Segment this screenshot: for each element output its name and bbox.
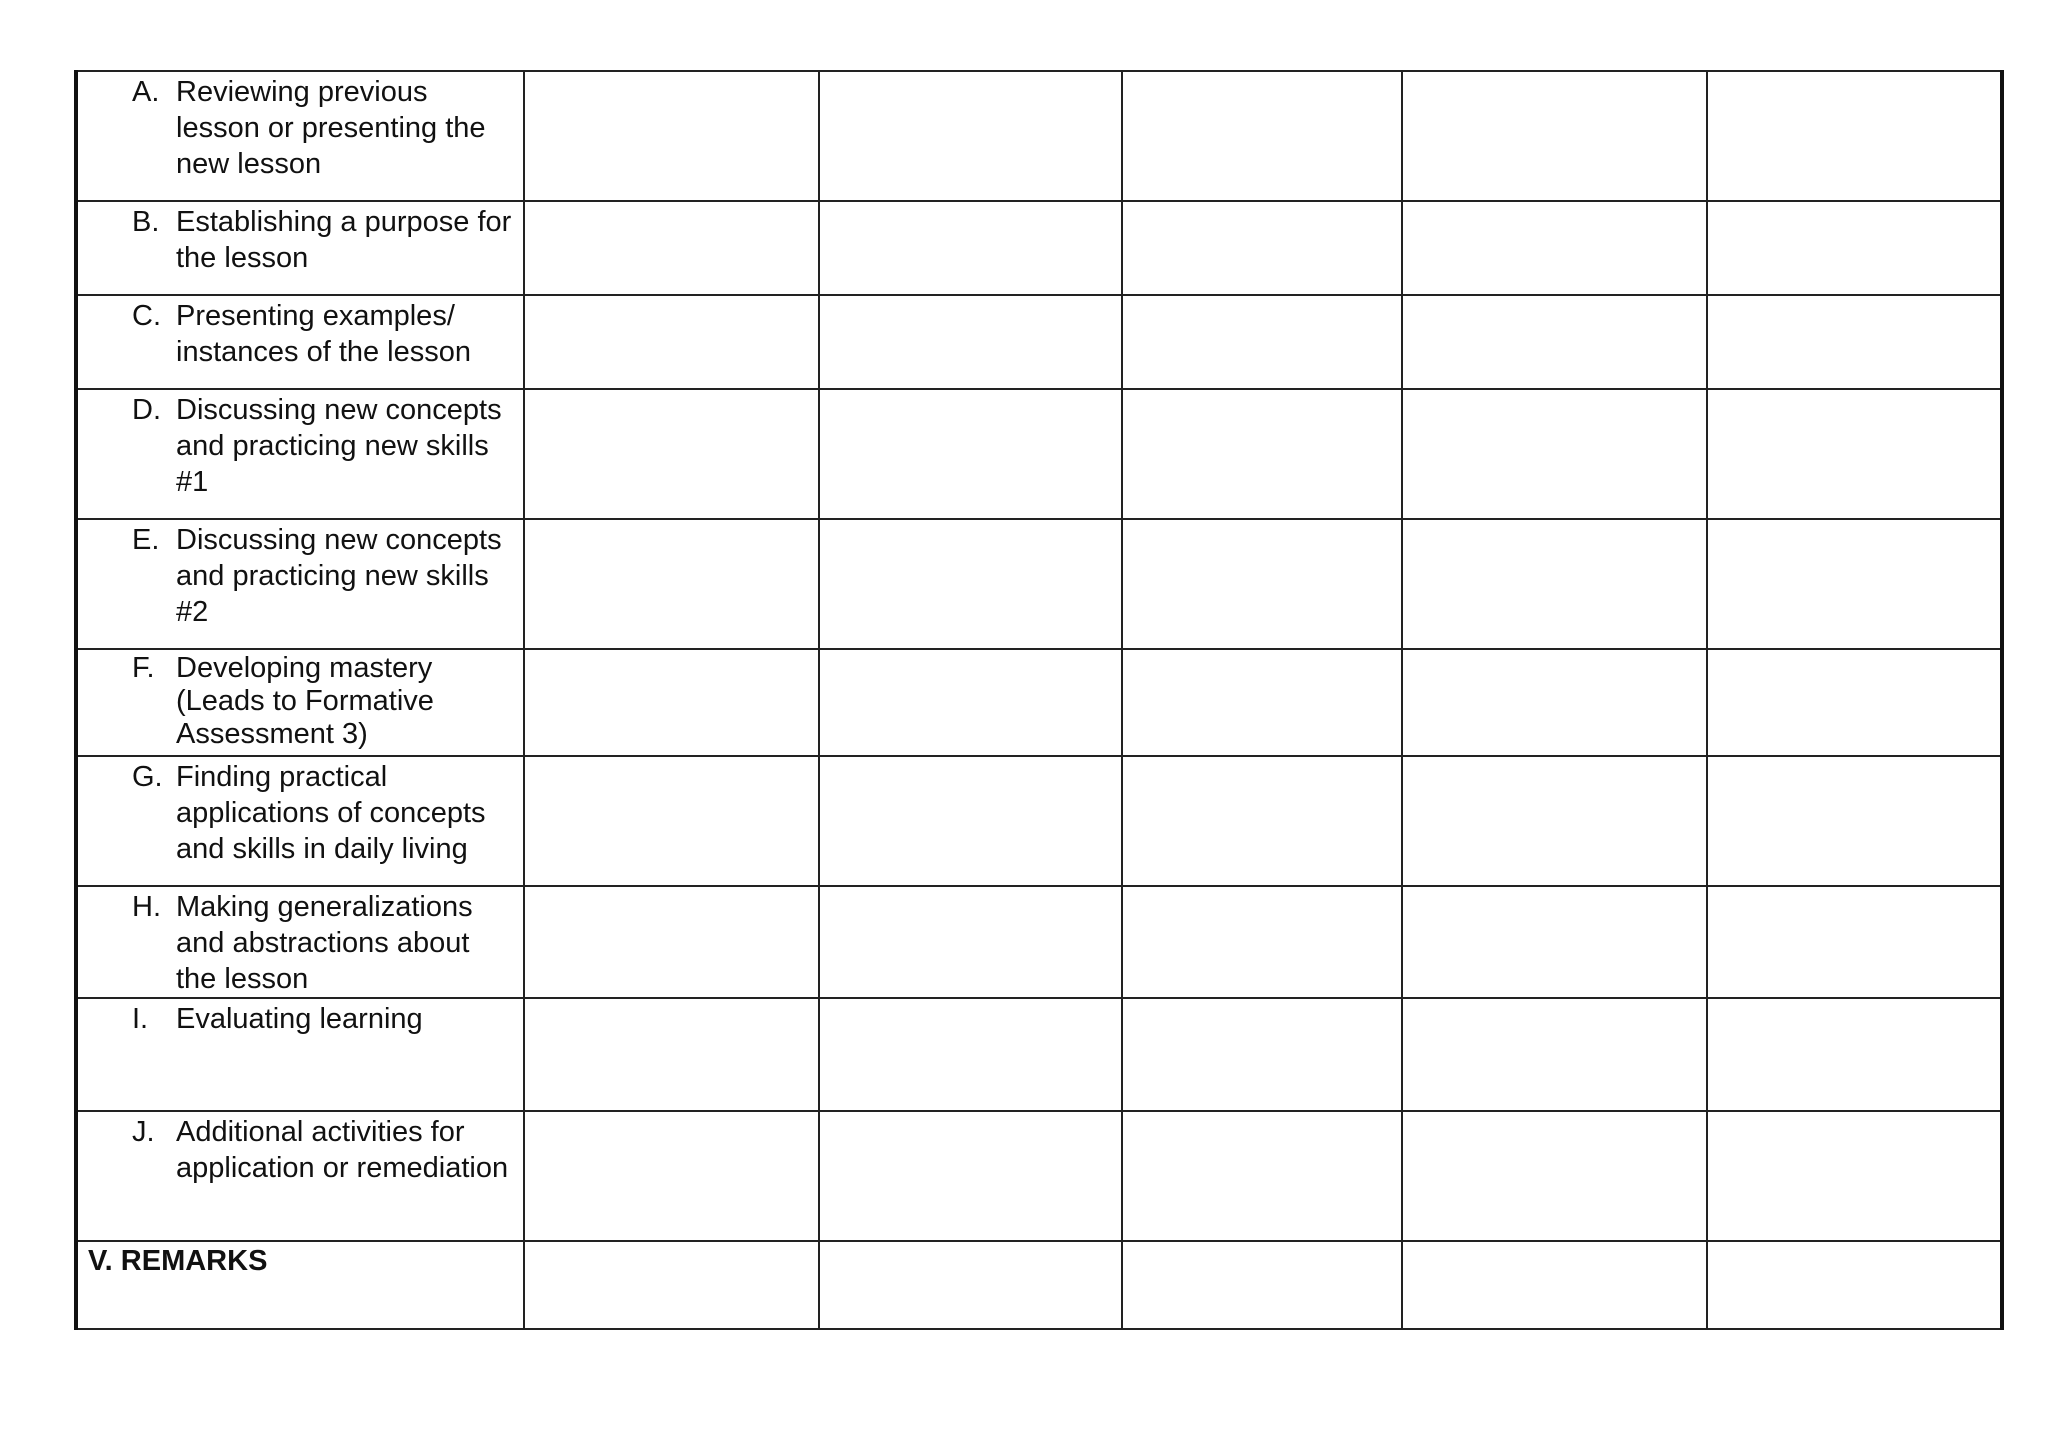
day-cell[interactable] xyxy=(1122,998,1402,1111)
day-cell[interactable] xyxy=(1402,389,1707,519)
procedure-letter: H. xyxy=(132,891,161,923)
day-cell[interactable] xyxy=(1402,519,1707,649)
day-cell[interactable] xyxy=(1707,886,2002,998)
remarks-heading: V. REMARKS xyxy=(88,1245,268,1277)
procedure-letter: I. xyxy=(132,1003,149,1035)
day-cell[interactable] xyxy=(1122,295,1402,389)
day-cell[interactable] xyxy=(1122,1111,1402,1241)
procedure-cell xyxy=(76,1111,524,1241)
procedure-cell xyxy=(76,389,524,519)
day-cell[interactable] xyxy=(1122,389,1402,519)
day-cell[interactable] xyxy=(819,886,1122,998)
day-cell[interactable] xyxy=(819,998,1122,1111)
day-cell[interactable] xyxy=(1707,1111,2002,1241)
day-cell[interactable] xyxy=(1707,756,2002,886)
procedure-letter: C. xyxy=(132,300,161,332)
day-cell[interactable] xyxy=(819,389,1122,519)
procedure-cell xyxy=(76,295,524,389)
procedure-text: Developing mastery (Leads to Formative Assessment 3) xyxy=(176,652,434,750)
day-cell[interactable] xyxy=(524,1111,819,1241)
day-cell[interactable] xyxy=(1122,886,1402,998)
procedure-letter: F. xyxy=(132,652,155,684)
day-cell[interactable] xyxy=(1402,201,1707,295)
procedure-cell xyxy=(76,649,524,756)
procedure-cell xyxy=(76,998,524,1111)
procedure-text: Reviewing previous lesson or presenting the new lesson xyxy=(176,76,486,180)
day-cell[interactable] xyxy=(1122,201,1402,295)
day-cell[interactable] xyxy=(524,201,819,295)
day-cell[interactable] xyxy=(524,886,819,998)
day-cell[interactable] xyxy=(1122,756,1402,886)
procedure-letter: A. xyxy=(132,76,160,108)
procedure-item xyxy=(78,296,523,370)
day-cell[interactable] xyxy=(819,71,1122,201)
day-cell[interactable] xyxy=(1402,1111,1707,1241)
procedure-item xyxy=(78,887,523,997)
day-cell[interactable] xyxy=(524,756,819,886)
day-cell[interactable] xyxy=(1707,649,2002,756)
procedure-item xyxy=(78,1112,523,1186)
day-cell[interactable] xyxy=(1402,998,1707,1111)
table-row xyxy=(76,649,2002,756)
day-cell[interactable] xyxy=(1122,519,1402,649)
day-cell[interactable] xyxy=(1122,649,1402,756)
day-cell[interactable] xyxy=(1707,201,2002,295)
procedure-text: Making generalizations and abstractions about the lesson xyxy=(176,891,473,995)
remarks-cell[interactable] xyxy=(524,1241,819,1329)
remarks-cell[interactable] xyxy=(1402,1241,1707,1329)
procedure-text: Additional activities for application or remediation xyxy=(176,1116,509,1184)
procedure-text: Discussing new concepts and practicing new skills #2 xyxy=(176,524,502,628)
table-row xyxy=(76,71,2002,201)
remarks-label-cell xyxy=(76,1241,524,1329)
procedure-cell xyxy=(76,71,524,201)
procedure-cell xyxy=(76,519,524,649)
day-cell[interactable] xyxy=(819,649,1122,756)
day-cell[interactable] xyxy=(524,295,819,389)
day-cell[interactable] xyxy=(1707,519,2002,649)
table-row xyxy=(76,519,2002,649)
procedure-letter: B. xyxy=(132,206,160,238)
procedure-item xyxy=(78,650,523,751)
procedure-letter: E. xyxy=(132,524,160,556)
procedure-cell xyxy=(76,756,524,886)
table-row xyxy=(76,756,2002,886)
day-cell[interactable] xyxy=(819,519,1122,649)
day-cell[interactable] xyxy=(1402,756,1707,886)
procedure-text: Finding practical applications of concepts and skills in daily living xyxy=(176,761,486,865)
day-cell[interactable] xyxy=(1122,71,1402,201)
procedure-letter: G. xyxy=(132,761,163,793)
table-row xyxy=(76,1111,2002,1241)
procedure-letter: D. xyxy=(132,394,161,426)
day-cell[interactable] xyxy=(1707,998,2002,1111)
remarks-cell[interactable] xyxy=(1122,1241,1402,1329)
table-row xyxy=(76,201,2002,295)
day-cell[interactable] xyxy=(819,295,1122,389)
day-cell[interactable] xyxy=(819,1111,1122,1241)
procedure-item xyxy=(78,72,523,182)
procedure-text: Establishing a purpose for the lesson xyxy=(176,206,512,274)
remarks-cell[interactable] xyxy=(819,1241,1122,1329)
table-row xyxy=(76,998,2002,1111)
procedure-item xyxy=(78,520,523,630)
procedure-item xyxy=(78,757,523,867)
day-cell[interactable] xyxy=(819,756,1122,886)
table-row xyxy=(76,886,2002,998)
procedure-cell xyxy=(76,201,524,295)
procedure-item xyxy=(78,999,523,1037)
remarks-cell[interactable] xyxy=(1707,1241,2002,1329)
day-cell[interactable] xyxy=(524,71,819,201)
day-cell[interactable] xyxy=(819,201,1122,295)
procedure-item xyxy=(78,390,523,500)
procedure-cell xyxy=(76,886,524,998)
day-cell[interactable] xyxy=(1402,71,1707,201)
table-row xyxy=(76,295,2002,389)
day-cell[interactable] xyxy=(1402,295,1707,389)
day-cell[interactable] xyxy=(524,649,819,756)
procedure-item xyxy=(78,202,523,276)
day-cell[interactable] xyxy=(524,998,819,1111)
table-row xyxy=(76,389,2002,519)
remarks-row xyxy=(76,1241,2002,1329)
day-cell[interactable] xyxy=(1402,886,1707,998)
procedure-letter: J. xyxy=(132,1116,155,1148)
procedure-text: Presenting examples/ instances of the lesson xyxy=(176,300,472,368)
day-cell[interactable] xyxy=(1707,389,2002,519)
day-cell[interactable] xyxy=(524,519,819,649)
lesson-plan-table xyxy=(74,70,2004,1330)
day-cell[interactable] xyxy=(1402,649,1707,756)
day-cell[interactable] xyxy=(1707,71,2002,201)
procedure-text: Discussing new concepts and practicing new skills #1 xyxy=(176,394,502,498)
day-cell[interactable] xyxy=(1707,295,2002,389)
procedure-text: Evaluating learning xyxy=(176,1003,423,1035)
day-cell[interactable] xyxy=(524,389,819,519)
